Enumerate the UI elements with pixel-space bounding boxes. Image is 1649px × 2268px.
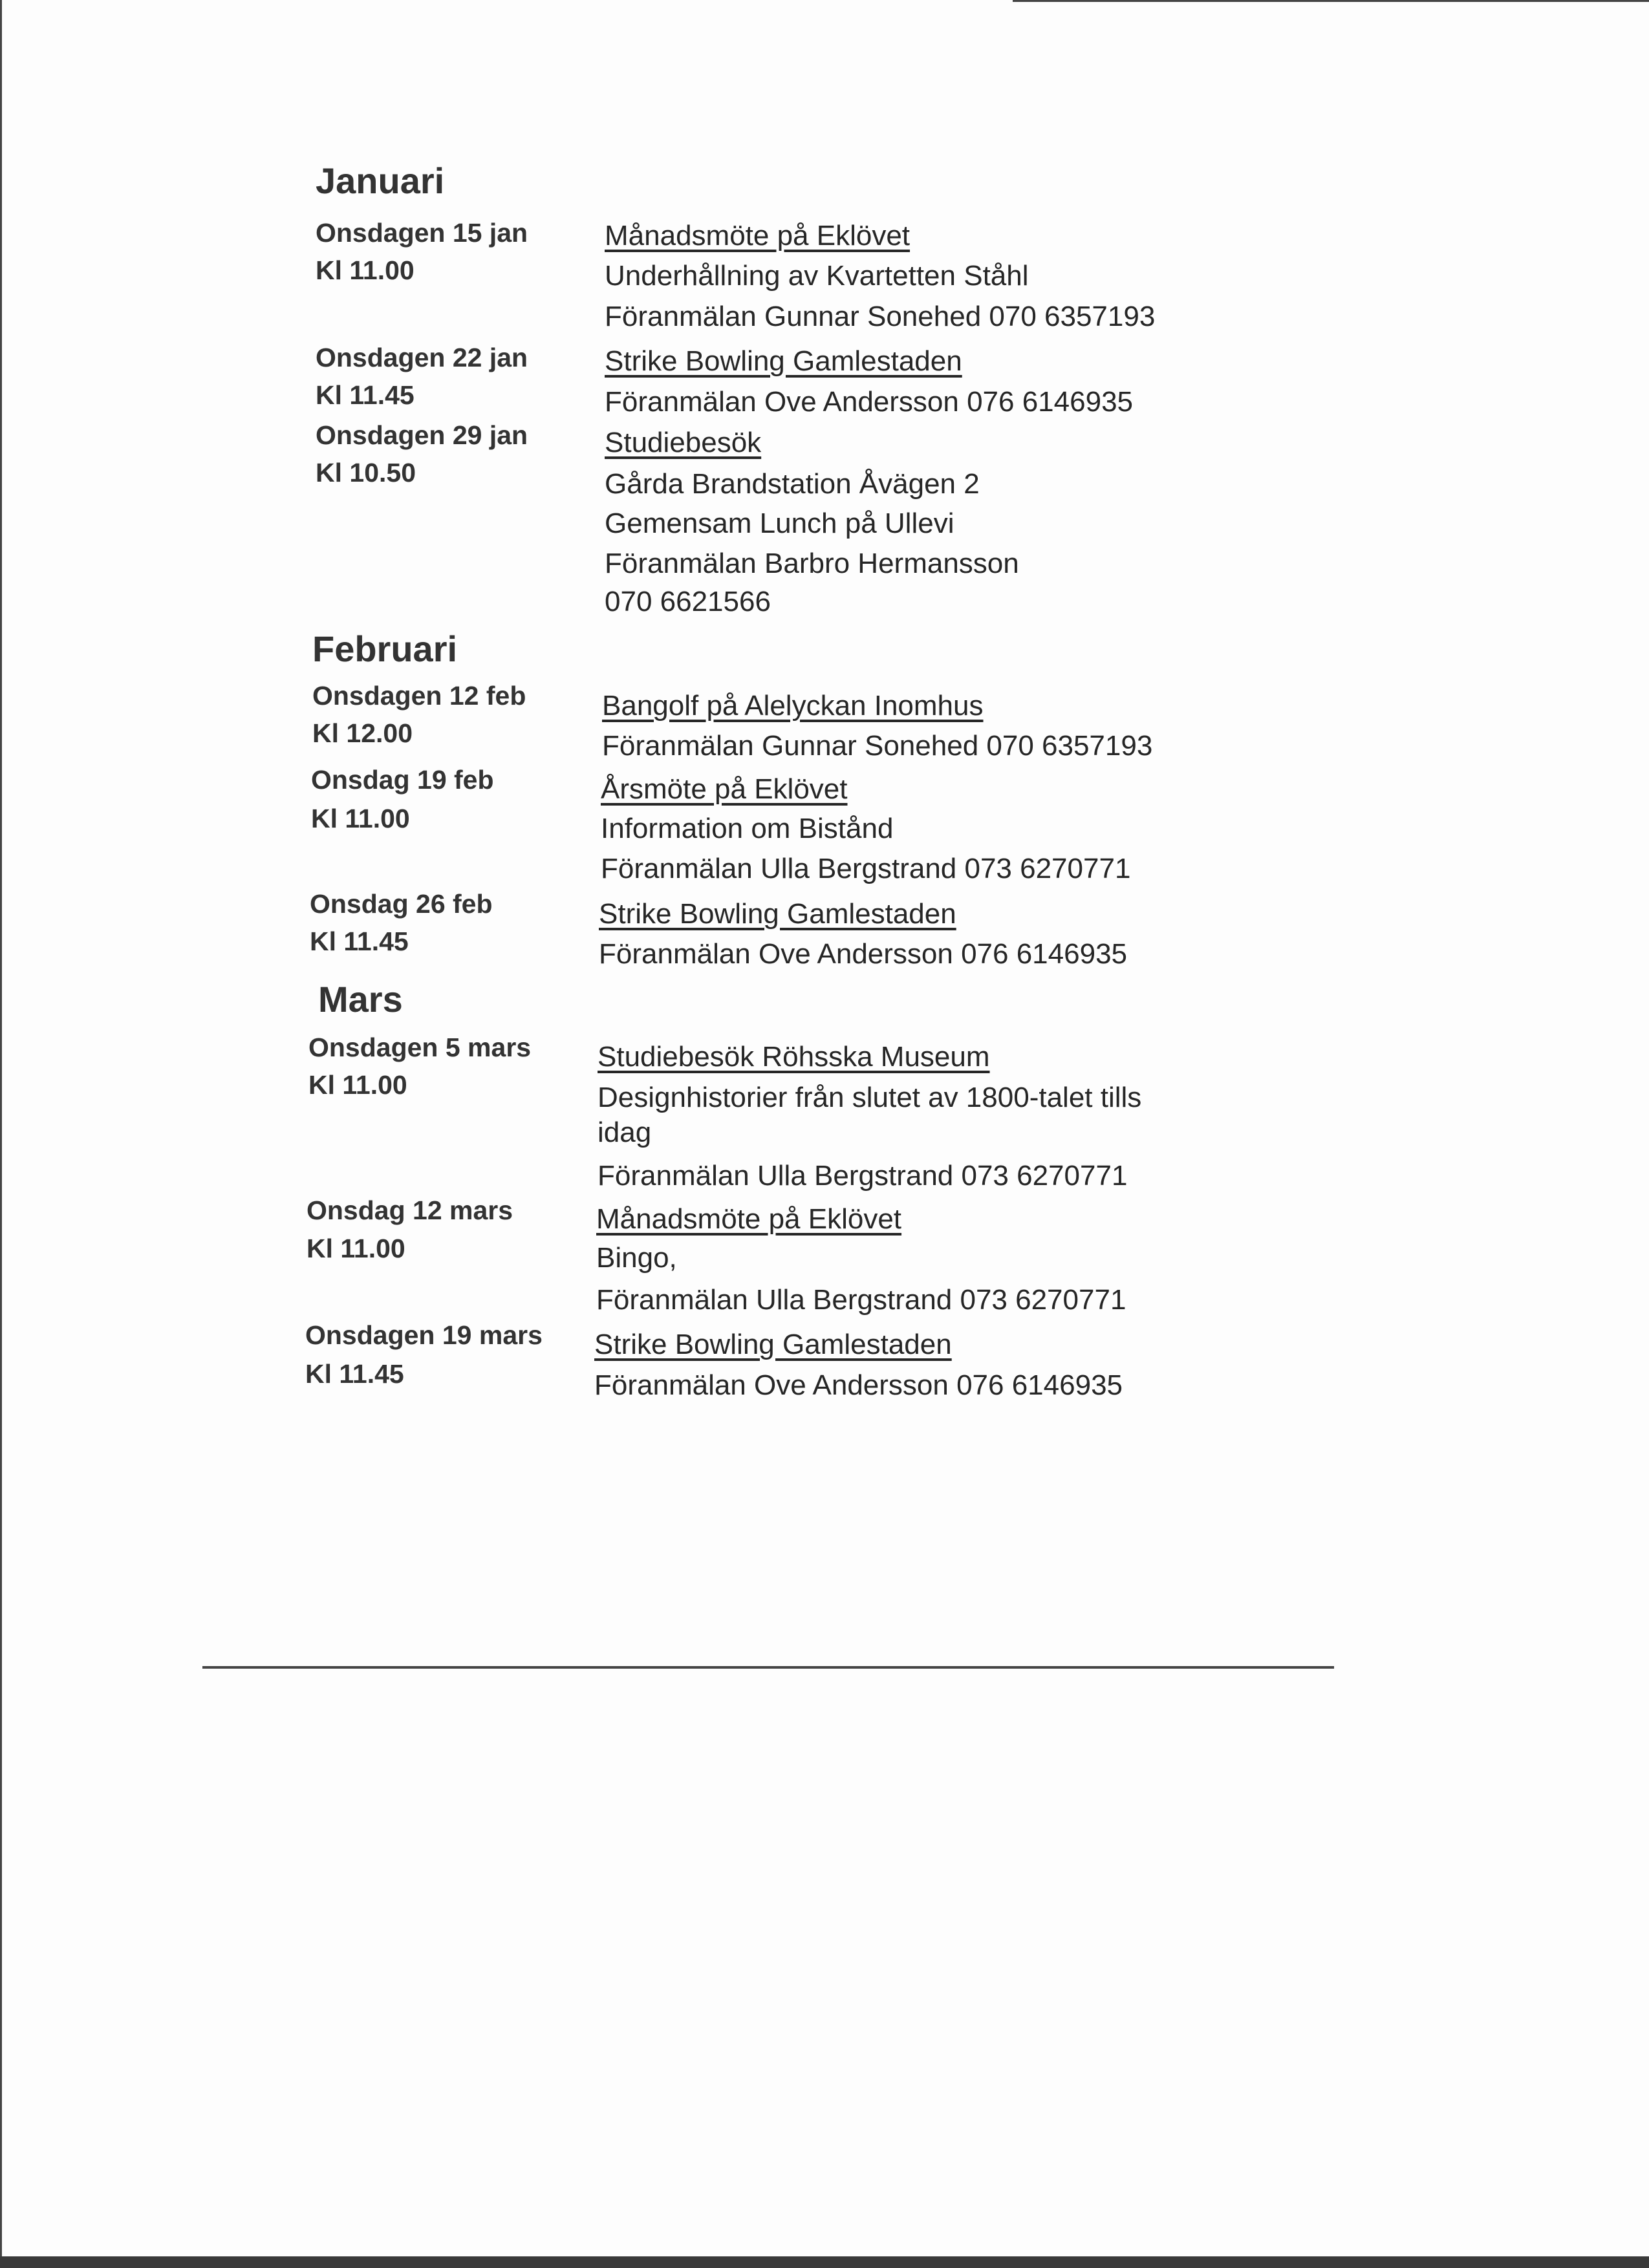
event-detail: Föranmälan Ove Andersson 076 6146935 [605,386,1134,418]
event-title: Strike Bowling Gamlestaden [605,345,962,377]
event-time: Kl 11.00 [307,1234,405,1263]
event-detail: Föranmälan Ulla Bergstrand 073 6270771 [601,853,1131,884]
divider-line [202,1666,1334,1669]
event-detail: Föranmälan Ove Andersson 076 6146935 [599,938,1128,970]
event-time: Kl 12.00 [312,718,413,748]
event-date: Onsdag 19 feb [311,765,494,795]
event-time: Kl 11.00 [311,804,410,833]
scan-edge-bottom [0,2256,1649,2268]
event-time: Kl 11.45 [310,926,409,956]
event-detail: Information om Bistånd [601,813,894,844]
event-date: Onsdagen 29 jan [316,420,528,450]
event-date: Onsdagen 5 mars [308,1032,532,1062]
event-detail: Designhistorier från slutet av 1800-talet tills [598,1082,1142,1113]
event-detail: Gemensam Lunch på Ullevi [605,508,954,539]
event-title: Strike Bowling Gamlestaden [594,1329,952,1360]
event-time: Kl 11.45 [316,380,415,410]
event-title: Månadsmöte på Eklövet [596,1203,902,1235]
month-heading-februari: Februari [312,628,458,669]
event-detail: Bingo, [596,1242,677,1274]
month-heading-mars: Mars [318,979,403,1020]
event-date: Onsdagen 19 mars [305,1320,543,1350]
event-date: Onsdag 26 feb [310,889,493,919]
event-title: Årsmöte på Eklövet [601,773,848,805]
event-title: Månadsmöte på Eklövet [605,220,911,251]
event-title: Bangolf på Alelyckan Inomhus [602,690,984,722]
event-date: Onsdag 12 mars [307,1195,513,1225]
event-time: Kl 11.00 [316,255,415,285]
event-date: Onsdagen 15 jan [316,218,528,248]
event-title: Strike Bowling Gamlestaden [599,898,956,930]
event-detail: Föranmälan Barbro Hermansson [605,548,1019,579]
event-time: Kl 11.45 [305,1359,404,1389]
event-detail: Föranmälan Ulla Bergstrand 073 6270771 [596,1284,1126,1316]
scan-edge-top [1013,0,1649,2]
event-title: Studiebesök Röhsska Museum [598,1041,990,1073]
event-detail: Underhållning av Kvartetten Ståhl [605,260,1029,292]
event-date: Onsdagen 22 jan [316,343,528,372]
event-detail: Föranmälan Gunnar Sonehed 070 6357193 [605,301,1156,332]
event-detail: Föranmälan Gunnar Sonehed 070 6357193 [602,730,1153,762]
month-heading-januari: Januari [316,160,445,201]
event-title: Studiebesök [605,427,762,458]
event-date: Onsdagen 12 feb [312,681,526,711]
event-time: Kl 10.50 [316,458,416,487]
event-detail: idag [598,1117,652,1148]
event-detail: Föranmälan Ulla Bergstrand 073 6270771 [598,1160,1128,1192]
event-time: Kl 11.00 [308,1070,407,1100]
event-detail: Föranmälan Ove Andersson 076 6146935 [594,1369,1123,1401]
event-detail: Gårda Brandstation Åvägen 2 [605,468,980,500]
scan-edge-left [0,0,2,2268]
event-detail: 070 6621566 [605,586,771,617]
